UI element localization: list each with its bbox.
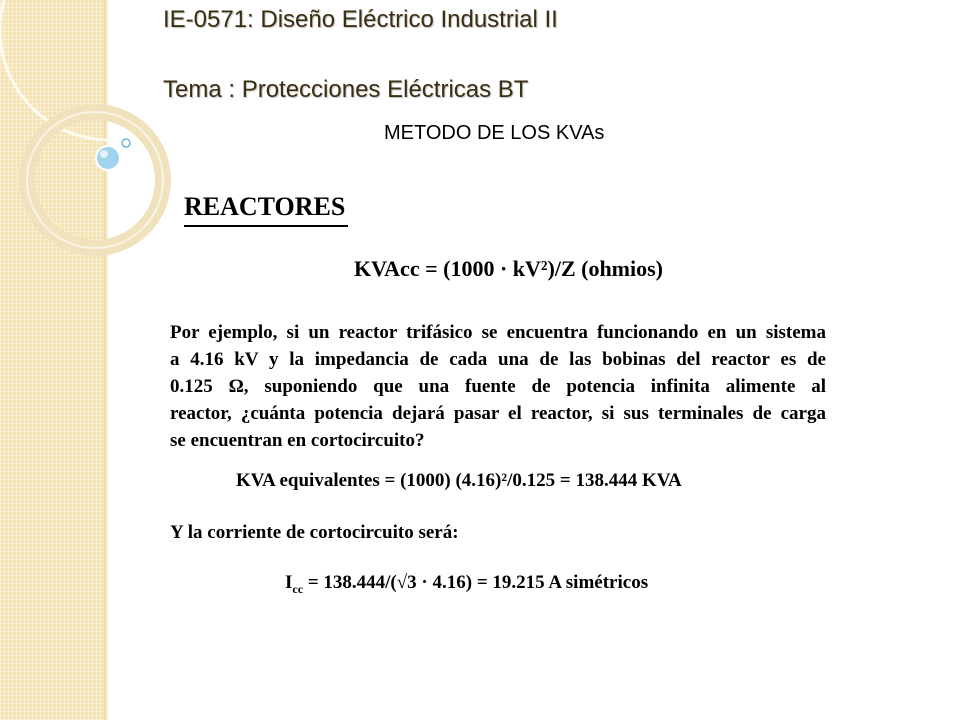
heading-underline <box>184 225 348 227</box>
slide-title-topic: Tema : Protecciones Eléctricas BT <box>163 76 529 103</box>
short-circuit-current-equation <box>285 572 648 597</box>
icc-symbol: I <box>285 572 293 593</box>
icc-subscript: cc <box>292 581 304 596</box>
current-intro-text: Y la corriente de cortocircuito será: <box>170 522 459 543</box>
paragraph-line: Por ejemplo, si un reactor trifásico se encuentra funcionando en un sistema <box>170 322 826 343</box>
kva-equivalent-equation: KVA equivalentes = (1000) (4.16)²/0.125 = 138.444 KVA <box>236 470 682 491</box>
paragraph-line: 0.125 Ω, suponiendo que una fuente de potencia infinita alimente al <box>170 376 826 397</box>
paragraph-line: a 4.16 kV y la impedancia de cada una de las bobinas del reactor es de <box>170 349 826 370</box>
example-paragraph <box>170 319 826 454</box>
kva-formula: KVAcc = (1000 · kV²)/Z (ohmios) <box>354 256 663 281</box>
slide-title-course: IE-0571: Diseño Eléctrico Industrial II <box>163 6 558 33</box>
scanned-document-image <box>160 180 840 620</box>
icc-expression: = 138.444/(√3 · 4.16) = 19.215 A simétricos <box>303 572 649 593</box>
section-heading: REACTORES <box>184 192 346 221</box>
paragraph-line: se encuentran en cortocircuito? <box>170 430 425 451</box>
paragraph-line: reactor, ¿cuánta potencia dejará pasar el reactor, si sus terminales de carga <box>170 403 826 424</box>
slide-subtitle: METODO DE LOS KVAs <box>384 122 605 144</box>
